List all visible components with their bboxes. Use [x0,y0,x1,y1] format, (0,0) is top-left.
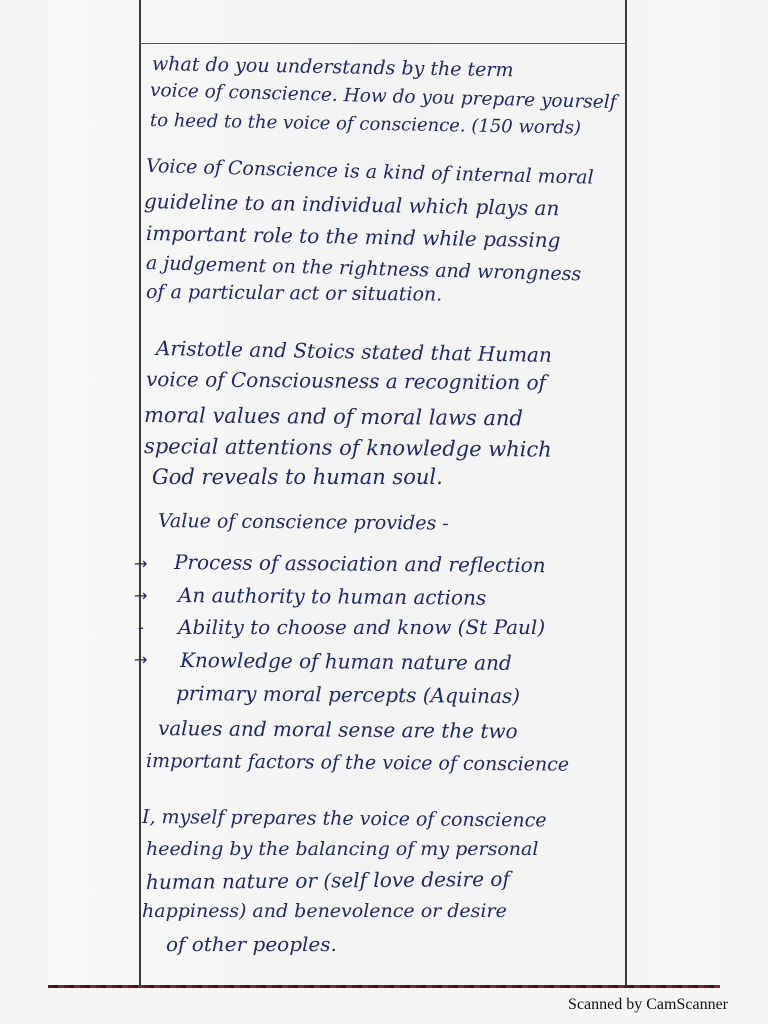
para4-line-1: I, myself prepares the voice of conscience [141,806,547,832]
para4-line-3: human nature or (self love desire of [145,866,510,894]
right-margin-line [625,0,627,985]
para1-line-1: Voice of Conscience is a kind of internal moral [145,155,594,189]
para1-line-2: guideline to an individual which plays an [143,189,560,221]
bullet-arrow-2: → [134,586,148,605]
bullet-4-continuation: primary moral percepts (Aquinas) [175,681,521,709]
bullet-arrow-1: → [134,554,148,573]
para2-line-5: God reveals to human soul. [152,465,443,489]
question-line-2: voice of conscience. How do you prepare yourself [149,80,617,114]
scanner-watermark: Scanned by CamScanner [568,996,728,1013]
bullet-dash-3: - [138,618,144,637]
para1-line-3: important role to the mind while passing [145,221,561,253]
para3-line-after-2: important factors of the voice of conscience [145,750,570,776]
para3-heading: Value of conscience provides - [157,510,449,535]
top-rule [139,43,626,44]
para1-line-5: of a particular act or situation. [145,281,443,306]
question-line-1: what do you understands by the term [151,53,514,82]
para2-line-2: voice of Consciousness a recognition of [145,367,547,395]
para4-line-2: heeding by the balancing of my personal [146,838,539,860]
bullet-2: An authority to human actions [177,583,487,610]
bullet-arrow-4: → [134,650,148,669]
para1-line-4: a judgement on the rightness and wrongness [145,252,582,286]
bullet-4: Knowledge of human nature and [179,648,512,675]
para3-line-after-1: values and moral sense are the two [157,716,518,744]
para2-line-4: special attentions of knowledge which [143,434,552,462]
question-line-3: to heed to the voice of conscience. (150 words) [149,110,582,139]
para2-line-3: moral values and of moral laws and [143,403,524,431]
left-margin-line [139,0,141,985]
para4-line-5: of other peoples. [166,932,337,956]
bottom-edge [48,985,720,988]
para4-line-4: happiness) and benevolence or desire [142,900,507,922]
bullet-1: Process of association and reflection [173,550,546,578]
para2-line-1: Aristotle and Stoics stated that Human [155,336,553,367]
bullet-3: Ability to choose and know (St Paul) [178,615,546,639]
